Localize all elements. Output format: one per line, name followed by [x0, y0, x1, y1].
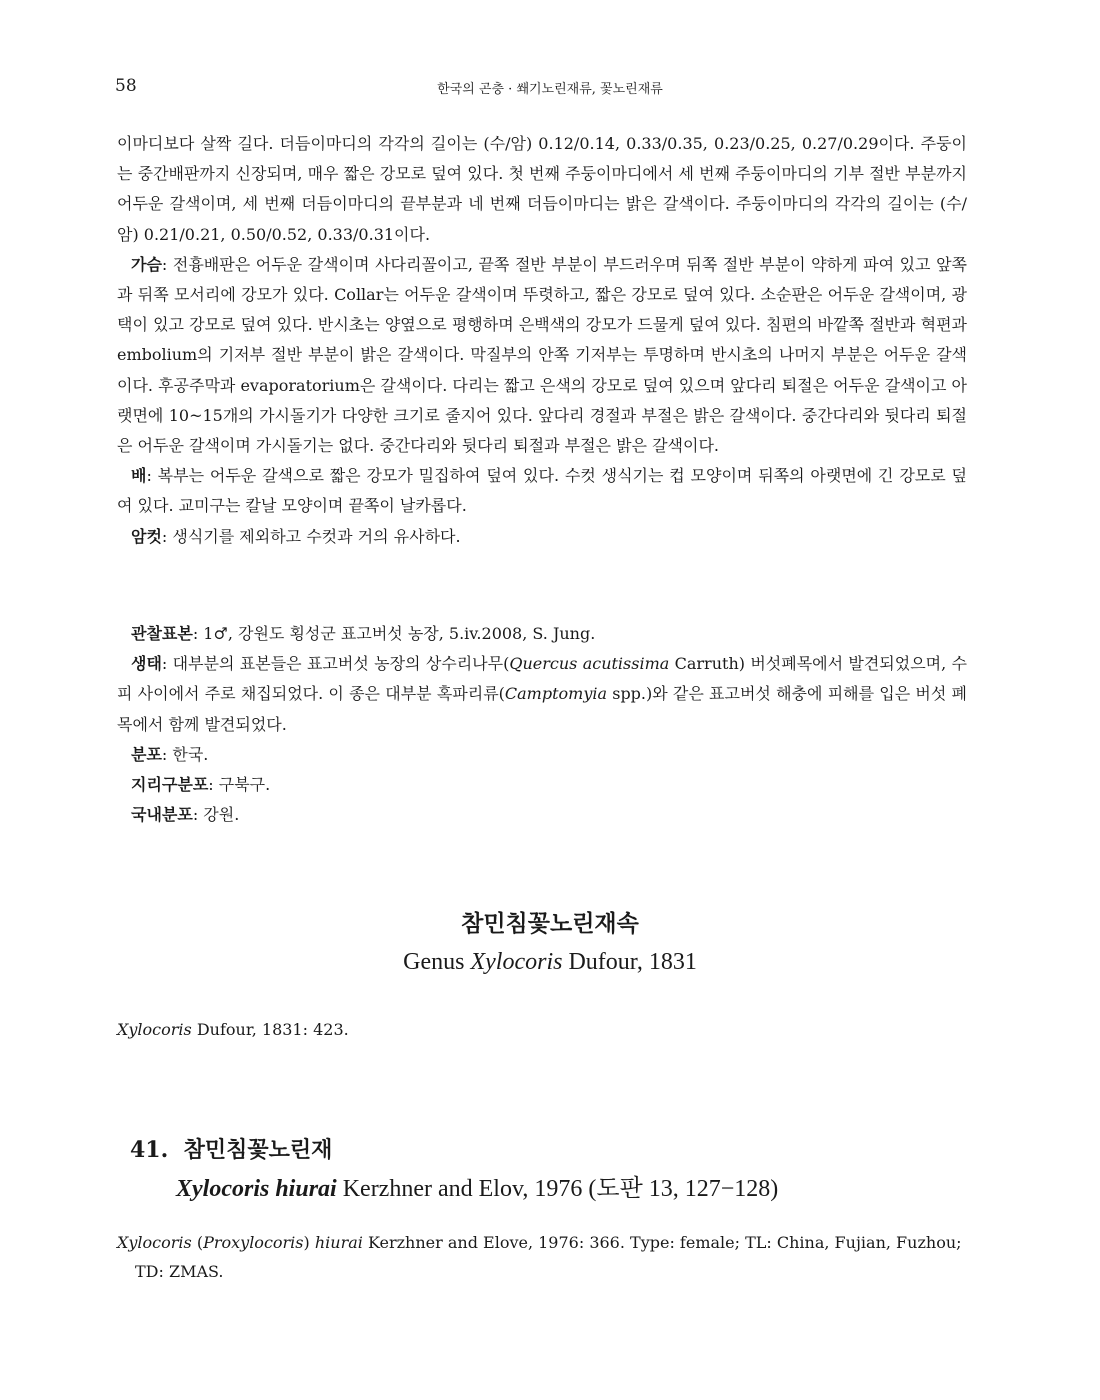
genus-camptomyia: Camptomyia — [504, 684, 608, 704]
text-material: : 1♂, 강원도 횡성군 표고버섯 농장, 5.iv.2008, S. Jung. — [192, 624, 596, 643]
paragraph-female — [117, 522, 967, 552]
material-section — [117, 619, 967, 830]
genus-syn-ref: Dufour, 1831: 423. — [191, 1020, 349, 1039]
text-geo-distribution: : 구북구. — [208, 775, 271, 795]
genus-synonymy — [117, 1020, 349, 1039]
paragraph-thorax — [117, 250, 967, 461]
label-material: 관찰표본 — [131, 624, 193, 643]
syn-genus: Xylocoris — [117, 1233, 192, 1252]
text-domestic-distribution: : 강원. — [192, 805, 240, 825]
text-ecology-3: spp.)와 같은 표고버섯 해충에 피해를 입은 버섯 폐목에서 함께 발견되었다. — [117, 684, 967, 734]
label-geo-distribution: 지리구분포 — [131, 775, 209, 795]
page-number: 58 — [115, 76, 137, 96]
species-korean-heading — [130, 1133, 332, 1164]
species-author: Kerzhner and Elov, 1976 (도판 13, 127−128) — [336, 1176, 779, 1202]
label-thorax: 가슴 — [131, 254, 162, 274]
syn-type-depository: TD: ZMAS. — [135, 1262, 224, 1281]
paragraph-geo-distribution — [117, 770, 967, 800]
genus-syn-name: Xylocoris — [117, 1020, 192, 1039]
syn-paren-close: ) — [303, 1233, 315, 1252]
paragraph-distribution — [117, 740, 967, 770]
syn-paren-open: ( — [191, 1233, 204, 1252]
text-distribution: : 한국. — [161, 744, 209, 764]
text-thorax: : 전흉배판은 어두운 갈색이며 사다리꼴이고, 끝쪽 절반 부분이 부드러우며 뒤쪽 절반 부분이 약하게 파여 있고 앞쪽과 뒤쪽 모서리에 강모가 있다. Collar는 어두운 갈색이며 뚜렷하고, 짧은 강모로 덮여 있다. 소순판은 어두운 갈색이며, 광택이 있고 강모로 덮여 있다. 반시초는 양옆으로 평행하며 은백색의 강모가 드물게 덮여 있다. 침편의 바깥쪽 절반과 혁편과 embolium의 기저부 절반 부분이 밝은 갈색이다. 막질부의 안쪽 기저부는 투명하며 반시초의 나머지 부분은 어두운 갈색이다. 후공주막과 evaporatorium은 갈색이다. 다리는 짧고 은색의 강모로 덮여 있으며 앞다리 퇴절은 어두운 갈색이고 아랫면에 10~15개의 가시돌기가 다양한 크기로 줄지어 있다. 앞다리 경절과 부절은 밝은 갈색이다. 중간다리와 뒷다리 퇴절은 어두운 갈색이며 가시돌기는 없다. 중간다리와 뒷다리 퇴절과 부절은 밝은 갈색이다. — [117, 254, 967, 456]
text-ecology-2: Carruth) 버섯폐목에서 발견되었으며, 수피 사이에서 주로 채집되었다. 이 종은 대부분 혹파리류( — [117, 654, 968, 704]
genus-korean-heading: 참민침꽃노린재속 — [461, 910, 639, 937]
paragraph-abdomen — [117, 461, 967, 521]
paragraph-ecology — [117, 649, 967, 740]
genus-latin-heading — [0, 949, 1100, 976]
syn-reference: Kerzhner and Elove, 1976: 366. Type: female; TL: China, Fujian, Fuzhou; — [362, 1233, 962, 1252]
label-distribution: 분포 — [131, 744, 162, 764]
label-ecology: 생태 — [131, 654, 162, 674]
genus-name: Xylocoris — [470, 949, 563, 975]
text-abdomen: : 복부는 어두운 갈색으로 짧은 강모가 밀집하여 덮여 있다. 수컷 생식기는 컵 모양이며 뒤쪽의 아랫면에 긴 강모로 덮여 있다. 교미구는 칼날 모양이며 끝쪽이 날카롭다. — [117, 466, 967, 516]
species-korean-name: 참민침꽃노린재 — [183, 1137, 333, 1163]
text-ecology-1: : 대부분의 표본들은 표고버섯 농장의 상수리나무( — [161, 654, 510, 674]
page-header — [115, 76, 985, 100]
paragraph-antenna-rostrum: 이마디보다 살짝 길다. 더듬이마디의 각각의 길이는 (수/암) 0.12/0.14, 0.33/0.35, 0.23/0.25, 0.27/0.29이다. 주둥이는 중간배판까지 신장되며, 매우 짧은 강모로 덮여 있다. 첫 번째 주둥이마디에서 세 번째 주둥이마디의 기부 절반 부분까지 어두운 갈색이며, 세 번째 더듬이마디의 끝부분과 네 번째 더듬이마디는 밝은 갈색이다. 주둥이마디의 각각의 길이는 (수/암) 0.21/0.21, 0.50/0.52, 0.33/0.31이다. — [117, 134, 967, 244]
genus-prefix: Genus — [403, 949, 471, 975]
syn-subgenus: Proxylocoris — [203, 1233, 304, 1252]
species-latin-heading — [176, 1168, 778, 1203]
species-number: 41. — [130, 1137, 169, 1163]
species-quercus: Quercus acutissima — [509, 654, 670, 674]
paragraph-domestic-distribution — [117, 800, 967, 830]
species-synonymy — [117, 1228, 972, 1286]
description-section — [117, 129, 967, 552]
label-female: 암컷 — [131, 526, 162, 546]
syn-species: hiurai — [314, 1233, 363, 1252]
label-abdomen: 배 — [131, 466, 147, 486]
text-female: : 생식기를 제외하고 수컷과 거의 유사하다. — [161, 526, 461, 546]
running-title: 한국의 곤충 · 쐐기노린재류, 꽃노린재류 — [437, 82, 663, 97]
species-latin-name: Xylocoris hiurai — [176, 1176, 337, 1202]
paragraph-material — [117, 619, 967, 649]
label-domestic-distribution: 국내분포 — [131, 805, 193, 825]
genus-author: Dufour, 1831 — [562, 949, 697, 975]
